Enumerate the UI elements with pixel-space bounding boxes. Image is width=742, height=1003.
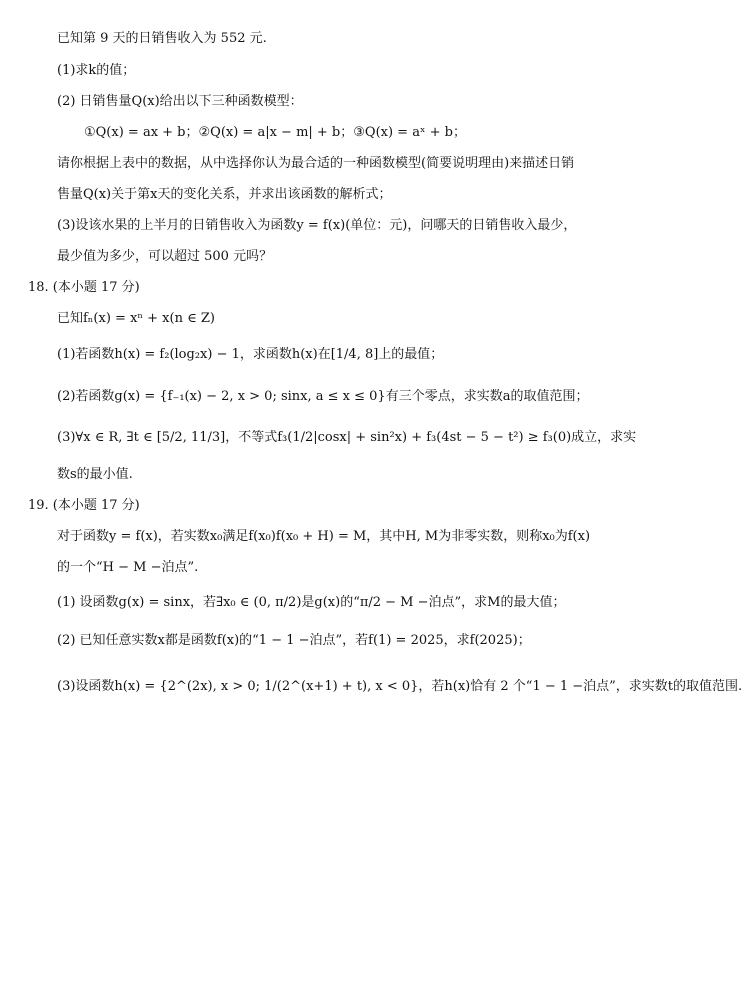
p18-header-text: 18. (本小题 17 分) [28,280,140,295]
p18-given-text: 已知fₙ(x) = xⁿ + x(n ∈ Z) [57,311,215,326]
p18-q3-1 [57,429,636,447]
p19-q1-text: (1) 设函数g(x) = sinx，若∃x₀ ∈ (0, π/2)是g(x)的“π/2 − M −泊点”，求M的最大值； [57,595,566,610]
p17-q2-intro [57,93,303,111]
p19-q2-text: (2) 已知任意实数x都是函数f(x)的“1 − 1 −泊点”，若f(1) = 2025，求f(2025)； [57,633,531,648]
p17-q3-2-text: 最少值为多少，可以超过 500 元吗？ [57,249,273,264]
p19-def-2 [57,559,198,577]
p19-q2 [57,632,531,650]
p17-q3-2 [57,248,272,266]
p19-def-1 [57,528,590,546]
p19-q3-text: (3)设函数h(x) = {2^(2x), x > 0; 1/(2^(x+1) + t), x < 0}，若h(x)恰有 2 个“1 − 1 −泊点”，求实数t的取值范围. [57,679,742,694]
p17-given-line [57,30,267,48]
p17-q2-req-1-text: 请你根据上表中的数据，从中选择你认为最合适的一种函数模型(简要说明理由)来描述日销 [57,156,575,171]
p19-header-text: 19. (本小题 17 分) [28,498,140,513]
p18-q3-1-text: (3)∀x ∈ R, ∃t ∈ [5/2, 11/3]，不等式f₃(1/2|cosx| + sin²x) + f₃(4st − 5 − t²) ≥ f₃(0)成立，求实 [57,430,637,445]
p17-q3-1-text: (3)设该水果的上半月的日销售收入为函数y = f(x)(单位：元)，问哪天的日销售收入最少， [57,218,577,233]
p19-header [28,497,140,515]
p17-q2-req-2 [57,186,391,204]
p17-models [84,124,466,142]
p18-q2-text: (2)若函数g(x) = {f₋₁(x) − 2, x > 0; sinx, a ≤ x ≤ 0}有三个零点，求实数a的取值范围； [57,389,589,404]
p17-models-text: ①Q(x) = ax + b；②Q(x) = a|x − m| + b；③Q(x) = aˣ + b； [84,125,466,140]
p17-q1 [57,62,135,80]
p18-q1-text: (1)若函数h(x) = f₂(log₂x) − 1，求函数h(x)在[1/4, 8]上的最值； [57,347,444,362]
p19-def-2-text: 的一个“H − M −泊点”. [57,560,199,575]
p18-given [57,310,215,328]
p18-header [28,279,140,297]
p17-q2-req-2-text: 售量Q(x)关于第x天的变化关系，并求出该函数的解析式； [57,187,392,202]
p17-q3-1 [57,217,576,235]
p17-q2-intro-text: (2) 日销售量Q(x)给出以下三种函数模型： [57,94,303,109]
p17-q2-req-1 [57,155,574,173]
p19-q1 [57,594,565,612]
p18-q3-2 [57,466,133,484]
p17-given-text: 已知第 9 天的日销售收入为 552 元. [57,31,267,46]
p17-q1-text: (1)求k的值； [57,63,136,78]
p19-q3 [57,678,742,696]
p18-q3-2-text: 数s的最小值. [57,467,133,482]
p18-q1 [57,346,443,364]
p19-def-1-text: 对于函数y = f(x)，若实数x₀满足f(x₀)f(x₀ + H) = M，其中H, M为非零实数，则称x₀为f(x) [57,529,591,544]
p18-q2 [57,388,588,406]
